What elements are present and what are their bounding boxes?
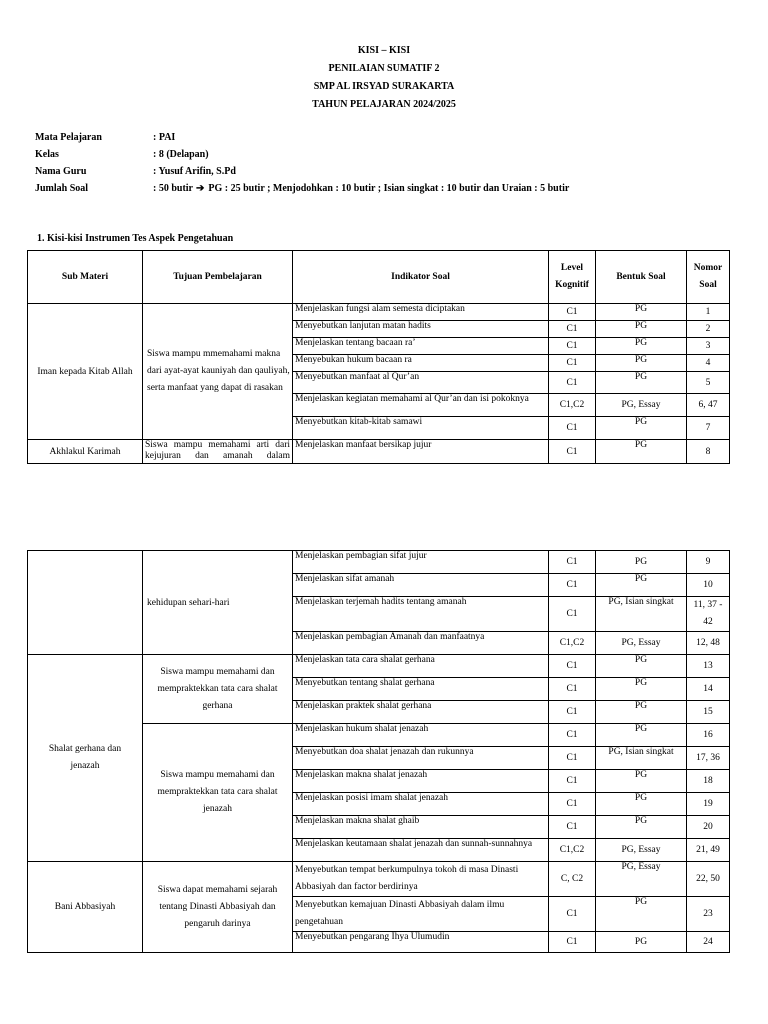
nomor-cell: 20: [687, 816, 730, 839]
table-header-row: [28, 251, 730, 304]
header-school: SMP AL IRSYAD SURAKARTA: [313, 81, 455, 92]
bentuk-cell: PG, Essay: [596, 862, 687, 897]
nomor-cell: 18: [687, 770, 730, 793]
bentuk-cell: PG: [596, 551, 687, 574]
bentuk-cell: PG: [596, 678, 687, 701]
sub-materi-cell: Bani Abbasiyah: [28, 862, 143, 953]
col-sub-materi: Sub Materi: [28, 251, 143, 304]
right-arrow-icon: ➔: [196, 183, 205, 194]
sub-materi-cell: Iman kepada Kitab Allah: [28, 304, 143, 440]
indikator-cell: Menjelaskan makna shalat jenazah: [293, 770, 549, 793]
bentuk-cell: PG: [596, 440, 687, 464]
nomor-cell: 4: [687, 355, 730, 372]
info-jumlah-value: : 50 butir: [153, 183, 193, 194]
info-mapel-label: Mata Pelajaran: [35, 132, 102, 143]
level-cell: C1: [549, 304, 596, 321]
sub-materi-cell: Shalat gerhana dan jenazah: [28, 655, 143, 862]
level-cell: C1: [549, 655, 596, 678]
info-kelas: [35, 146, 569, 163]
table-row: [28, 862, 730, 897]
nomor-cell: 10: [687, 574, 730, 597]
section-title: 1. Kisi-kisi Instrumen Tes Aspek Pengetahuan: [37, 233, 234, 244]
tujuan-cell: Siswa mampu memahami dan mempraktekkan tata cara shalat jenazah: [143, 724, 293, 862]
document-header: [0, 42, 768, 114]
col-level: Level Kognitif: [549, 251, 596, 304]
indikator-cell: Menjelaskan terjemah hadits tentang amanah: [293, 597, 549, 632]
level-cell: C1: [549, 597, 596, 632]
level-cell: C1,C2: [549, 394, 596, 417]
bentuk-cell: PG: [596, 372, 687, 394]
indikator-cell: Menjelaskan manfaat bersikap jujur: [293, 440, 549, 464]
level-cell: C1: [549, 678, 596, 701]
indikator-cell: Menjelaskan keutamaan shalat jenazah dan sunnah-sunnahnya: [293, 839, 549, 862]
indikator-cell: Menyebutkan tempat berkumpulnya tokoh di masa Dinasti Abbasiyah dan factor berdirinya: [293, 862, 549, 897]
table-row: [28, 304, 730, 321]
nomor-cell: 24: [687, 932, 730, 953]
level-cell: C1: [549, 747, 596, 770]
info-guru-value: : Yusuf Arifin, S.Pd: [153, 166, 236, 177]
nomor-cell: 12, 48: [687, 632, 730, 655]
indikator-cell: Menjelaskan pembagian Amanah dan manfaatnya: [293, 632, 549, 655]
tujuan-text: Siswa mampu memahami arti dari kejujuran dan amanah dalam: [145, 440, 290, 461]
indikator-cell: Menyebutkan kemajuan Dinasti Abbasiyah dalam ilmu pengetahuan: [293, 897, 549, 932]
indikator-cell: Menjelaskan sifat amanah: [293, 574, 549, 597]
level-cell: C1,C2: [549, 839, 596, 862]
indikator-cell: Menyebutkan kitab-kitab samawi: [293, 417, 549, 440]
nomor-cell: 13: [687, 655, 730, 678]
nomor-cell: 11, 37 - 42: [687, 597, 730, 632]
sub-materi-cell: [28, 551, 143, 655]
level-cell: C1: [549, 724, 596, 747]
indikator-cell: Menjelaskan posisi imam shalat jenazah: [293, 793, 549, 816]
nomor-cell: 16: [687, 724, 730, 747]
indikator-cell: Menyebukan hukum bacaan ra: [293, 355, 549, 372]
bentuk-cell: PG: [596, 355, 687, 372]
col-nomor: Nomor Soal: [687, 251, 730, 304]
kisi-table-1: [27, 250, 730, 464]
indikator-cell: Menjelaskan kegiatan memahami al Qur’an dan isi pokoknya: [293, 394, 549, 417]
level-cell: C1: [549, 701, 596, 724]
level-cell: C1: [549, 372, 596, 394]
nomor-cell: 5: [687, 372, 730, 394]
header-year: TAHUN PELAJARAN 2024/2025: [312, 99, 456, 110]
bentuk-cell: PG, Essay: [596, 632, 687, 655]
table-row: [28, 551, 730, 574]
header-subtitle: PENILAIAN SUMATIF 2: [328, 63, 440, 74]
level-cell: C1: [549, 417, 596, 440]
level-cell: C1: [549, 321, 596, 338]
bentuk-cell: PG: [596, 793, 687, 816]
level-cell: C1: [549, 440, 596, 464]
bentuk-cell: PG: [596, 338, 687, 355]
indikator-cell: Menjelaskan makna shalat ghaib: [293, 816, 549, 839]
bentuk-cell: PG: [596, 897, 687, 932]
info-jumlah-detail: PG : 25 butir ; Menjodohkan : 10 butir ; Isian singkat : 10 butir dan Uraian : 5 butir: [208, 183, 570, 194]
bentuk-cell: PG: [596, 655, 687, 678]
level-cell: C1: [549, 932, 596, 953]
bentuk-cell: PG: [596, 574, 687, 597]
indikator-cell: Menjelaskan tata cara shalat gerhana: [293, 655, 549, 678]
nomor-cell: 23: [687, 897, 730, 932]
level-cell: C1: [549, 338, 596, 355]
info-guru-label: Nama Guru: [35, 166, 87, 177]
bentuk-cell: PG: [596, 724, 687, 747]
level-cell: C, C2: [549, 862, 596, 897]
level-cell: C1: [549, 793, 596, 816]
nomor-cell: 1: [687, 304, 730, 321]
bentuk-cell: PG, Essay: [596, 839, 687, 862]
nomor-cell: 6, 47: [687, 394, 730, 417]
indikator-cell: Menjelaskan pembagian sifat jujur: [293, 551, 549, 574]
document-info: [35, 129, 569, 197]
level-cell: C1: [549, 551, 596, 574]
level-cell: C1: [549, 897, 596, 932]
bentuk-cell: PG: [596, 304, 687, 321]
indikator-cell: Menyebutkan tentang shalat gerhana: [293, 678, 549, 701]
bentuk-cell: PG: [596, 932, 687, 953]
bentuk-cell: PG: [596, 701, 687, 724]
kisi-table-2: [27, 550, 730, 953]
bentuk-cell: PG, Essay: [596, 394, 687, 417]
indikator-cell: Menyebutkan pengarang Ihya Ulumudin: [293, 932, 549, 953]
tujuan-cell: Siswa mampu mmemahami makna dari ayat-ayat kauniyah dan qauliyah, serta manfaat yang dapat di rasakan: [143, 304, 293, 440]
col-indikator: Indikator Soal: [293, 251, 549, 304]
tujuan-cell: Siswa dapat memahami sejarah tentang Dinasti Abbasiyah dan pengaruh darinya: [143, 862, 293, 953]
table-row: [28, 440, 730, 464]
nomor-cell: 8: [687, 440, 730, 464]
info-kelas-value: : 8 (Delapan): [153, 149, 209, 160]
nomor-cell: 3: [687, 338, 730, 355]
nomor-cell: 14: [687, 678, 730, 701]
col-tujuan: Tujuan Pembelajaran: [143, 251, 293, 304]
info-kelas-label: Kelas: [35, 149, 59, 160]
indikator-cell: Menjelaskan hukum shalat jenazah: [293, 724, 549, 747]
bentuk-cell: PG, Isian singkat: [596, 597, 687, 632]
bentuk-cell: PG: [596, 321, 687, 338]
nomor-cell: 9: [687, 551, 730, 574]
tujuan-cell: Siswa mampu memahami dan mempraktekkan tata cara shalat gerhana: [143, 655, 293, 724]
nomor-cell: 7: [687, 417, 730, 440]
level-cell: C1: [549, 816, 596, 839]
indikator-cell: Menyebutkan lanjutan matan hadits: [293, 321, 549, 338]
nomor-cell: 19: [687, 793, 730, 816]
indikator-cell: Menyebutkan doa shalat jenazah dan rukunnya: [293, 747, 549, 770]
info-jumlah-label: Jumlah Soal: [35, 183, 89, 194]
indikator-cell: Menjelaskan fungsi alam semesta diciptakan: [293, 304, 549, 321]
col-bentuk: Bentuk Soal: [596, 251, 687, 304]
level-cell: C1: [549, 355, 596, 372]
info-mapel: [35, 129, 569, 146]
bentuk-cell: PG: [596, 770, 687, 793]
indikator-cell: Menyebutkan manfaat al Qur’an: [293, 372, 549, 394]
level-cell: C1: [549, 574, 596, 597]
info-mapel-value: : PAI: [153, 132, 176, 143]
sub-materi-cell: Akhlakul Karimah: [28, 440, 143, 464]
level-cell: C1,C2: [549, 632, 596, 655]
table-row: [28, 655, 730, 678]
tujuan-cell: kehidupan sehari-hari: [143, 551, 293, 655]
bentuk-cell: PG: [596, 417, 687, 440]
bentuk-cell: PG, Isian singkat: [596, 747, 687, 770]
indikator-cell: Menjelaskan tentang bacaan ra’: [293, 338, 549, 355]
indikator-cell: Menjelaskan praktek shalat gerhana: [293, 701, 549, 724]
nomor-cell: 15: [687, 701, 730, 724]
info-jumlah: [35, 180, 569, 197]
nomor-cell: 2: [687, 321, 730, 338]
level-cell: C1: [549, 770, 596, 793]
info-guru: [35, 163, 569, 180]
nomor-cell: 17, 36: [687, 747, 730, 770]
nomor-cell: 21, 49: [687, 839, 730, 862]
tujuan-cell: [143, 440, 293, 464]
bentuk-cell: PG: [596, 816, 687, 839]
header-title: KISI – KISI: [357, 45, 411, 56]
nomor-cell: 22, 50: [687, 862, 730, 897]
